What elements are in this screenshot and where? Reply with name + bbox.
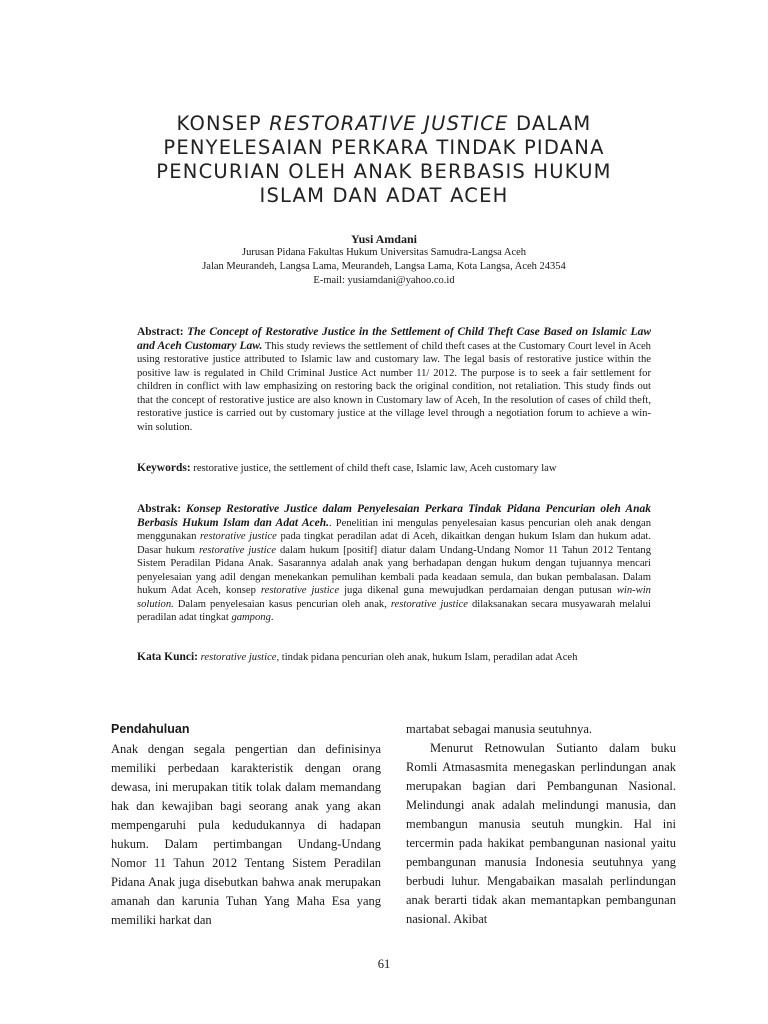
body-column-left	[111, 720, 381, 930]
title-line-2: PENYELESAIAN PERKARA TINDAK PIDANA	[163, 136, 605, 159]
article-title	[120, 112, 648, 208]
author-affiliation-block	[0, 246, 768, 288]
title-line-1: KONSEP RESTORATIVE JUSTICE DALAM	[176, 112, 592, 135]
body-column-right	[406, 720, 676, 929]
keywords-label: Keywords:	[137, 462, 191, 474]
section-heading: Pendahuluan	[111, 722, 190, 736]
address: Jalan Meurandeh, Langsa Lama, Meurandeh, Langsa Lama, Kota Langsa, Aceh 24354	[202, 261, 566, 272]
author-name: Yusi Amdani	[351, 232, 417, 246]
abstrak-label: Abstrak:	[137, 503, 182, 515]
paragraph: martabat sebagai manusia seutuhnya.	[406, 722, 593, 736]
keywords-text: restorative justice, the settlement of child theft case, Islamic law, Aceh customary law	[193, 463, 557, 474]
abstract-title: The Concept of Restorative Justice in the Settlement of Child Theft Case Based on Islamic Law and Aceh Customary Law.	[137, 326, 651, 352]
paragraph: Anak dengan segala pengertian dan definisinya memiliki perbedaan karakteristik dengan orang dewasa, ini merupakan titik tolak dalam memandang hak dan kewajiban bagi seorang anak yang akan mempengaruhi pula kedudukannya di hadapan hukum. Dalam pertimbangan Undang-Undang Nomor 11 Tahun 2012 Tentang Sistem Peradilan Pidana Anak juga disebutkan bahwa anak merupakan amanah dan karunia Tuhan Yang Maha Esa yang memiliki harkat dan	[111, 742, 381, 927]
affiliation: Jurusan Pidana Fakultas Hukum Universitas Samudra-Langsa Aceh	[241, 247, 527, 258]
email: E-mail: yusiamdani@yahoo.co.id	[313, 275, 455, 286]
abstract-body: This study reviews the settlement of child theft cases at the Customary Court level in Aceh using restorative justice attributed to Islamic law and customary law. The legal basis of restorative justice within the positive law is regulated in Child Criminal Justice Act number 11/ 2012. The purpose is to seek a fair settlement for children in conflict with law emphasizing on restoring back the original condition, not retaliation. This study finds out that the concept of restorative justice are also known in Customary law of Aceh, In the resolution of cases of child theft, restorative justice is carried out by customary justice at the village level through a negotiation forum to achieve a win-win solution.	[137, 340, 651, 433]
abstract-indonesian: Abstrak: Konsep Restorative Justice dalam Penyelesaian Perkara Tindak Pidana Pencurian oleh Anak Berbasis Hukum Islam dan Adat Aceh.. Penelitian ini mengulas penyelesaian kasus pencurian oleh anak dengan menggunakan restorative justice pada tingkat peradilan adat di Aceh, dikaitkan dengan hukum Islam dan hukum adat. Dasar hukum restorative justice dalam hukum [positif] diatur dalam Undang-Undang Nomor 11 Tahun 2012 Tentang Sistem Peradilan Pidana Anak. Sasarannya adalah anak yang berhadapan dengan hukum dengan tujuannya mencari penyelesaian yang adil dengan menekankan pemulihan kembali pada keadaan semula, dan bukan pembalasan. Dalam hukum Adat Aceh, konsep restorative justice juga dikenal guna mewujudkan perdamaian dengan putusan win-win solution. Dalam penyelesaian kasus pencurian oleh anak, restorative justice dilaksanakan secara musyawarah melalui peradilan adat tingkat gampong.	[137, 503, 651, 623]
keywords-english	[137, 461, 651, 476]
page-number: 61	[377, 957, 391, 971]
title-line-3: PENCURIAN OLEH ANAK BERBASIS HUKUM	[156, 160, 612, 183]
keywords-indonesian: Kata Kunci: restorative justice, tindak pidana pencurian oleh anak, hukum Islam, peradilan adat Aceh	[137, 651, 578, 663]
paragraph: Menurut Retnowulan Sutianto dalam buku Romli Atmasasmita menegaskan perlindungan anak merupakan bagian dari Pembangunan Nasional. Melindungi anak adalah melindungi manusia, dan membangun manusia seutuh mungkin. Hal ini tercermin pada hakikat pembangunan nasional yaitu pembangunan manusia Indonesia seutuhnya yang berbudi luhur. Mengabaikan masalah perlindungan anak berarti tidak akan memantapkan pembangunan nasional. Akibat	[406, 741, 676, 926]
abstrak-title: Konsep Restorative Justice dalam Penyelesaian Perkara Tindak Pidana Pencurian oleh Anak Berbasis Hukum Islam dan Adat Aceh.	[137, 503, 651, 529]
abstract-english	[137, 326, 651, 434]
kata-kunci-label: Kata Kunci:	[137, 651, 199, 663]
title-line-4: ISLAM DAN ADAT ACEH	[259, 184, 509, 207]
abstract-label: Abstract:	[137, 326, 184, 338]
